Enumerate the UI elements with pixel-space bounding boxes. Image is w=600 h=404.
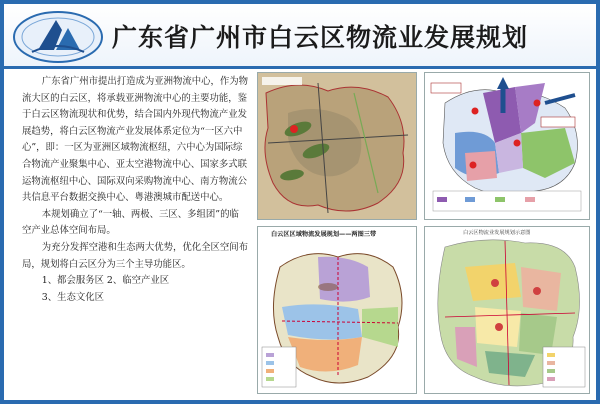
logo-icon <box>12 10 104 64</box>
map-3-caption: 白云区区域物流发展规划——两图三带 <box>271 231 377 238</box>
zone-item-1-2: 1、都会服务区 2、临空产业区 <box>41 275 170 287</box>
baiyun-logistics-plan-map <box>257 226 417 394</box>
regional-satellite-map <box>257 72 417 220</box>
logistics-zoning-map <box>424 72 590 220</box>
map-4-caption: 白云区物流业发展规划示意图 <box>463 230 531 236</box>
plan-map-graphic <box>258 227 416 393</box>
paragraph-layout: 本规划确立了“一轴、两极、三区、多组团”的临空产业总体空间布局。 <box>22 208 239 237</box>
header <box>4 4 596 66</box>
zoning-map-graphic <box>425 73 589 219</box>
satellite-map-graphic <box>258 73 416 219</box>
description-text <box>22 74 248 396</box>
zone-item-3: 3、生态文化区 <box>41 291 104 303</box>
land-use-plan-map <box>424 226 590 394</box>
land-use-map-graphic <box>425 227 589 393</box>
paragraph-zones: 为充分发挥空港和生态两大优势，优化全区空间布局，规划将白云区分为三个主导功能区。 <box>22 241 248 270</box>
paragraph-positioning: 广东省广州市提出打造成为亚洲物流中心，作为物流大区的白云区，将承载亚洲物流中心的主要功能，鉴于白云区物流现状和优势，结合国内外现代物流产业发展趋势，将白云区物流产业发展体系定位为“一区六中心”，即：一区为亚洲区域物流枢纽，六中心为国际综合物流产业聚集中心、亚太空港物流中心、国家多式联运物流枢纽中心、国际双向采购物流中心、南方物流公共信息平台数据交换中心、粤港澳城市配送中心。 <box>22 76 248 204</box>
page-title: 广东省广州市白云区物流业发展规划 <box>112 23 529 52</box>
header-divider <box>4 66 596 69</box>
